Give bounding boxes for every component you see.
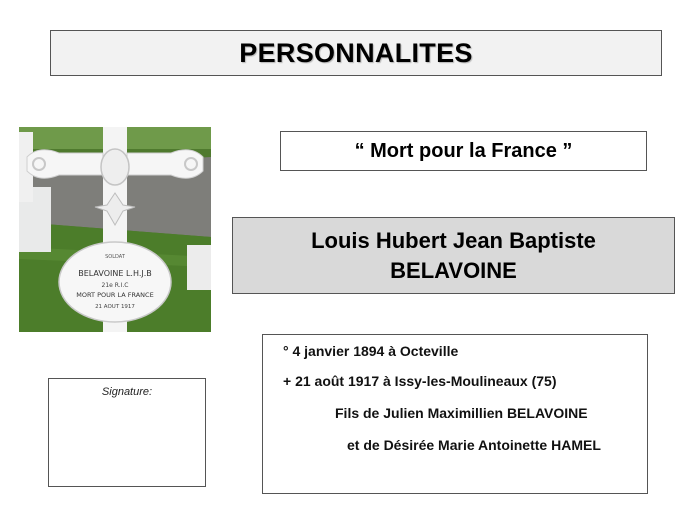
plaque-line-1: SOLDAT [105,254,125,260]
grave-cross-image [19,127,211,332]
surname: BELAVOINE [390,257,517,283]
name-box [232,217,675,294]
plaque-line-3: 21e R.I.C [101,282,129,289]
title-banner [50,30,662,76]
death-line: + 21 août 1917 à Issy-les-Moulineaux (75) [283,373,557,389]
father-line: Fils de Julien Maximillien BELAVOINE [335,405,588,421]
birth-line: ° 4 janvier 1894 à Octeville [283,343,459,359]
grave-cross-photo [19,127,211,332]
plaque-line-2: BELAVOINE L.H.J.B [78,269,152,278]
plaque-line-5: 21 AOUT 1917 [95,304,135,310]
biography-box [262,334,648,494]
page-title: PERSONNALITES [239,37,473,68]
mother-line: et de Désirée Marie Antoinette HAMEL [347,437,601,453]
signature-label: Signature: [101,386,153,398]
given-names: Louis Hubert Jean Baptiste [311,227,596,253]
motto-box [280,131,647,171]
motto-text: “ Mort pour la France ” [354,139,573,162]
signature-box [48,378,206,487]
plaque-line-4: MORT POUR LA FRANCE [76,291,154,299]
